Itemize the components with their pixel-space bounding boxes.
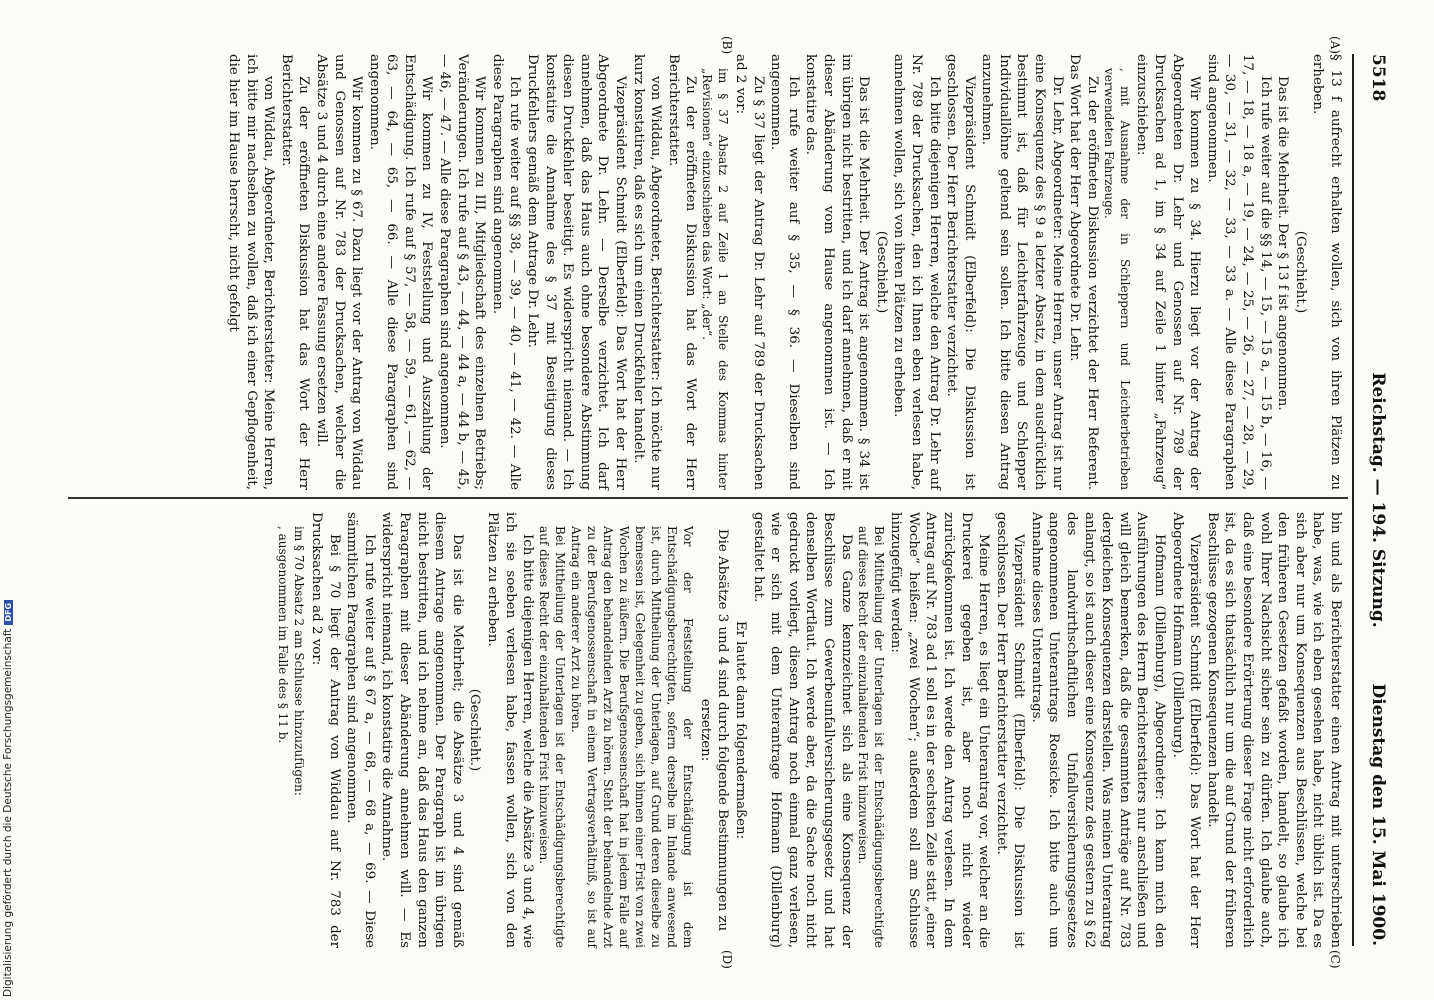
margin-mark-d: (D) (720, 950, 734, 969)
paragraph: , mit Ausnahme der in Schleppern und Leichterbetrieben verwendeten Fahrzeuge. (1101, 68, 1132, 490)
paragraph: Ich rufe weiter auf die §§ 14, — 15, — 15 a, — 15 b, — 16, — 17, — 18, — 18 a, — 19, — 24, — 25, — 26, — 27, — 28, — 29, — 30, — 31, — 32, — 33, — 33 a. — Alle diese Paragraphen sind angenommen. (1204, 54, 1273, 490)
paragraph: Wir kommen zu § 34. Hierzu liegt vor der Antrag der Abgeordneten Dr. Lehr und Genossen auf Nr. 789 der Drucksachen ad 1, im § 34 auf Zeile 1 hinter „Fahrzeug“ einzuschieben: (1134, 54, 1203, 490)
paragraph: Vizepräsident Schmidt (Elberfeld): Die Diskussion ist geschlossen. Der Herr Berichterstatter verzichtet. (993, 512, 1027, 948)
paragraph: Bei Mittheilung der Unterlagen ist der Entschädigungsberechtigte auf dieses Recht der einzuhaltenden Frist hinzuweisen. (537, 526, 568, 948)
paragraph: Die Absätze 3 und 4 sind durch folgende Bestimmungen zu ersetzen: (697, 528, 731, 932)
paragraph: Vor der Feststellung der Entschädigung ist dem Entschädigungsberechtigten, sofern derselbe im Inlande anwesend ist, durch Mittheilung der Unterlagen, auf Grund deren dieselbe zu bemessen ist, Gelegenheit zu geben, sich binnen einer Frist von zwei Wochen zu äußern. Die Berufsgenossenschaft hat in jedem Falle auf Antrag den behandelnden Arzt zu hören. Steht der behandelnde Arzt zu der Berufsgenossenschaft in einem Vertragsverhältniß, so ist auf Antrag ein anderer Arzt zu hören. (569, 526, 696, 948)
paragraph: § 13 f aufrecht erhalten wollen, sich von ihren Plätzen zu erheben. (1310, 54, 1343, 490)
paragraph: Ich bitte diejenigen Herren, welche die Absätze 3 und 4, wie ich sie soeben verlesen habe, fassen wollen, sich von den Plätzen zu erheben. (485, 512, 536, 948)
dfg-logo: DFG (4, 600, 13, 625)
paragraph: Das ist die Mehrheit. Der § 13 f ist angenommen. (1275, 76, 1291, 411)
paragraph: Zu der eröffneten Diskussion verzichtet der Herr Referent. Das Wort hat der Herr Abgeordnete Dr. Lehr. (1067, 54, 1100, 490)
paragraph: Das Ganze kennzeichnet sich als eine Konsequenz der Beschlüsse zum Gewerbeunfallversicherungsgesetz und hat denselben Wortlaut. Ich werde aber, da die Sache noch nicht gedruckt vorliegt, diesen Antrag noch einmal ganz verlesen, wie er sich mit dem Unterantrage Hofmann (Dillenburg) gestaltet hat. (750, 512, 854, 948)
paragraph: Er lautet dann folgendermaßen: (733, 620, 748, 840)
paragraph: , ausgenommen im Falle des § 11 b. (276, 526, 291, 744)
margin-mark-c: (C) (1328, 950, 1342, 969)
session-date: Dienstag den 15. Mai 1900. (1368, 683, 1388, 946)
digitization-text: Digitalisierung gefördert durch die Deutsche Forschungsgemeinschaft (2, 628, 14, 997)
paragraph: von Widdau, Abgeordneter, Berichterstatter: Meine Herren, ich bitte mir nachsehen zu wollen, daß ich einer Gepflogenheit, die hier im Hause herrscht, nicht gefolgt (225, 54, 277, 490)
paragraph: Ich rufe weiter auf § 67 a, — 68, — 68 a, — 69. — Diese sämmtlichen Paragraphen sind angenommen. (344, 512, 377, 948)
paragraph: bin und als Berichterstatter einen Antrag mit unterschrieben habe, was, wie ich eben gesehen habe, nicht üblich ist. Da es sich aber nur um Konsequenzen aus Beschlüssen, welche bei den früheren Gesetzen gefaßt worden, handelt, so glaube ich wohl Ihrer Nachsicht sicher sein zu dürfen. Ich glaube auch, daß eine besondere Erörterung dieser Frage nicht erforderlich ist, da es sich thatsächlich nur um die auf Grund der früheren Beschlüsse gezogenen Konsequenzen handelt. (1204, 512, 1343, 948)
paragraph: Zu der eröffneten Diskussion hat das Wort der Herr Berichterstatter. (278, 54, 312, 490)
column-divider (68, 497, 1348, 499)
paragraph: (Geschieht.) (1292, 230, 1308, 314)
paragraph: Wir kommen zu IV, Feststellung und Auszahlung der Entschädigung. Ich rufe auf § 57, — 58, — 59, — 61, — 62, — 63, — 64, — 65, — 66. — Alle diese Paragraphen sind angenommen. (366, 54, 435, 490)
margin-mark-a: (A) (1328, 36, 1342, 55)
paragraph: Ich bitte diejenigen Herren, welche den Antrag Dr. Lehr auf Nr. 789 der Drucksachen, den ich Ihnen eben verlesen habe, annehmen wollen, sich von ihren Plätzen zu erheben. (891, 54, 942, 490)
paragraph: Vizepräsident Schmidt (Elberfeld): Das Wort hat der Herr Abgeordnete Hofmann (Dillenburg). (1169, 512, 1203, 948)
left-column (224, 54, 1344, 490)
paragraph: Zu § 37 liegt der Antrag Dr. Lehr auf 789 der Drucksachen ad 2 vor: (733, 54, 766, 490)
session-title: Reichstag. — 194. Sitzung. (1368, 372, 1388, 628)
right-column (276, 512, 1345, 948)
paragraph: im § 70 Absatz 2 am Schlusse hinzuzufügen: (292, 526, 307, 796)
paragraph: (Geschieht.) (873, 230, 889, 314)
paragraph: Vizepräsident Schmidt (Elberfeld): Die Diskussion ist geschlossen. Der Herr Berichterstatter verzichtet. (944, 54, 977, 490)
paragraph: Dr. Lehr, Abgeordneter: Meine Herren, unser Antrag ist nur eine Konsequenz des § 9 a letzter Absatz, in dem ausdrücklich bestimmt ist, daß für Leichterfahrzeuge und Schlepper Individuallöhne geltend sein sollen. Ich bitte diesen Antrag anzunehmen. (979, 54, 1065, 490)
paragraph: von Widdau, Abgeordneter, Berichterstatter: Ich möchte nur kurz konstatiren, daß es sich um einen Druckfehler handelt. (630, 54, 664, 490)
paragraph: Bei Mittheilung der Unterlagen ist der Entschädigungsberechtigte auf dieses Recht der einzuhaltenden Frist hinzuweisen. (855, 526, 886, 948)
paragraph: (Geschieht.) (467, 688, 483, 772)
paragraph: Hofmann (Dillenburg), Abgeordneter: Ich kann mich den Ausführungen des Herrn Berichterstatters nur anschließen und will gleich bemerken, daß die gesammten Anträge auf Nr. 783 dergleichen Konsequenzen darstellen. Was meinen Unterantrag anlangt, so ist auch dieser eine Konsequenz des gestern zu § 62 des landwirthschaftlichen Unfallversicherungsgesetzes angenommenen Unterantrags Roesicke. Ich bitte auch um Annahme dieses Unterantrags. (1028, 512, 1168, 948)
paragraph: im § 37 Absatz 2 auf Zeile 1 an Stelle des Kommas hinter „Revisionen“ einzuschieben das Wort: „der“. (700, 68, 731, 490)
paragraph: Das ist die Mehrheit; die Absätze 3 und 4 sind gemäß diesem Antrage angenommen. Der Paragraph ist im übrigen nicht bestritten, und ich nehme an, daß das Haus den ganzen Paragraphen mit dieser Abänderung annehmen will. — Es widerspricht niemand, ich konstatire die Annahme. (379, 512, 465, 948)
paragraph: Das ist die Mehrheit. Der Antrag ist angenommen. § 34 ist im übrigen nicht bestritten, und ich darf annehmen, daß er mit dieser Abänderung vom Hause angenommen ist. — Ich konstatire das. (803, 54, 872, 490)
header-rule (1352, 54, 1354, 946)
page-header (1362, 54, 1388, 946)
paragraph: Bei § 70 liegt der Antrag von Widdau auf Nr. 783 der Drucksachen ad 2 vor: (309, 512, 342, 948)
paragraph: Meine Herren, es liegt ein Unterantrag vor, welcher an die Druckerei gegeben ist, aber noch nicht wieder zurückgekommen ist. Ich werde den Antrag verlesen. In dem Antrag auf Nr. 783 ad 1 soll es in der sechsten Zeile statt „einer Woche“ heißen: „zwei Wochen“; außerdem soll am Schlusse hinzugefügt werden: (888, 512, 992, 948)
paragraph: Ich rufe weiter auf § 35, — § 36. — Dieselben sind angenommen. (768, 54, 801, 490)
paragraph: Ich rufe weiter auf §§ 38, — 39, — 40, — 41, — 42. — Alle diese Paragraphen sind angenommen. (489, 54, 523, 490)
paragraph: Wir kommen zu III, Mitgliedschaft des einzelnen Betriebs; Veränderungen. Ich rufe auf § 43, — 44, — 44 a, — 44 b, — 45, — 46, — 47. — Alle diese Paragraphen sind angenommen. (437, 54, 488, 490)
digitization-note (2, 600, 14, 997)
paragraph: Wir kommen zu § 67. Dazu liegt vor der Antrag von Widdau und Genossen auf Nr. 783 der Drucksachen, welcher die Absätze 3 und 4 durch eine andere Fassung ersetzen will. (313, 54, 365, 490)
margin-mark-b: (B) (720, 36, 734, 55)
paragraph: Vizepräsident Schmidt (Elberfeld): Das Wort hat der Herr Abgeordnete Dr. Lehr. — Derselbe verzichtet. Ich darf annehmen, daß das Haus auch ohne besondere Abstimmung diesen Druckfehler beseitigt. Es widerspricht niemand. — Ich konstatire die Annahme des § 37 mit Beseitigung dieses Druckfehlers gemäß dem Antrage Dr. Lehr. (525, 54, 629, 490)
page-number: 5518 (1368, 54, 1388, 102)
paragraph: Zu der eröffneten Diskussion hat das Wort der Herr Berichterstatter. (665, 54, 699, 490)
